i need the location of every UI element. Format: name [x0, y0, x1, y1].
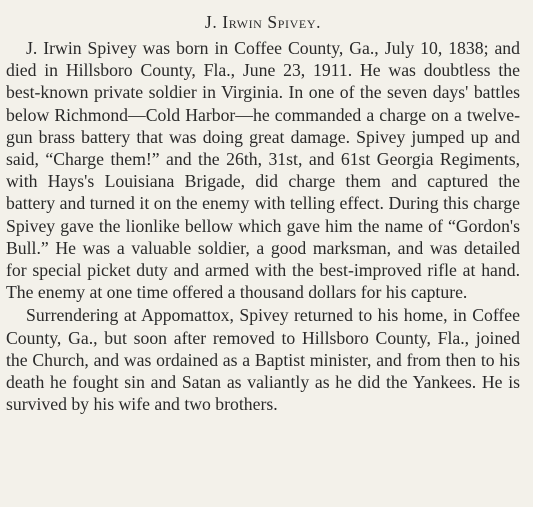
paragraph-later-life: Surrendering at Appomattox, Spivey returned to his home, in Coffee County, Ga., but soon after removed to Hillsboro County, Fla., joined the Church, and was ordained as a Baptist minister, and from then to his death he fought sin and Satan as valiantly as he did the Yankees. He is survived by his wife and two brothers.	[6, 305, 520, 415]
paragraph-biography: J. Irwin Spivey was born in Coffee County, Ga., July 10, 1838; and died in Hillsboro County, Fla., June 23, 1911. He was doubtless the best-known private soldier in Virginia. In one of the seven days' battles below Richmond—Cold Harbor—he commanded a charge on a twelve-gun brass battery that was doing great damage. Spivey jumped up and said, “Charge them!” and the 26th, 31st, and 61st Georgia Regiments, with Hays's Louisiana Brigade, did charge them and captured the battery and turned it on the enemy with telling effect. During this charge Spivey gave the lionlike bellow which gave him the name of “Gordon's Bull.” He was a valuable soldier, a good marksman, and was detailed for special picket duty and armed with the best-improved rifle at hand. The enemy at one time offered a thousand dollars for his capture.	[6, 38, 520, 303]
article-title: J. Irwin Spivey.	[204, 12, 322, 32]
